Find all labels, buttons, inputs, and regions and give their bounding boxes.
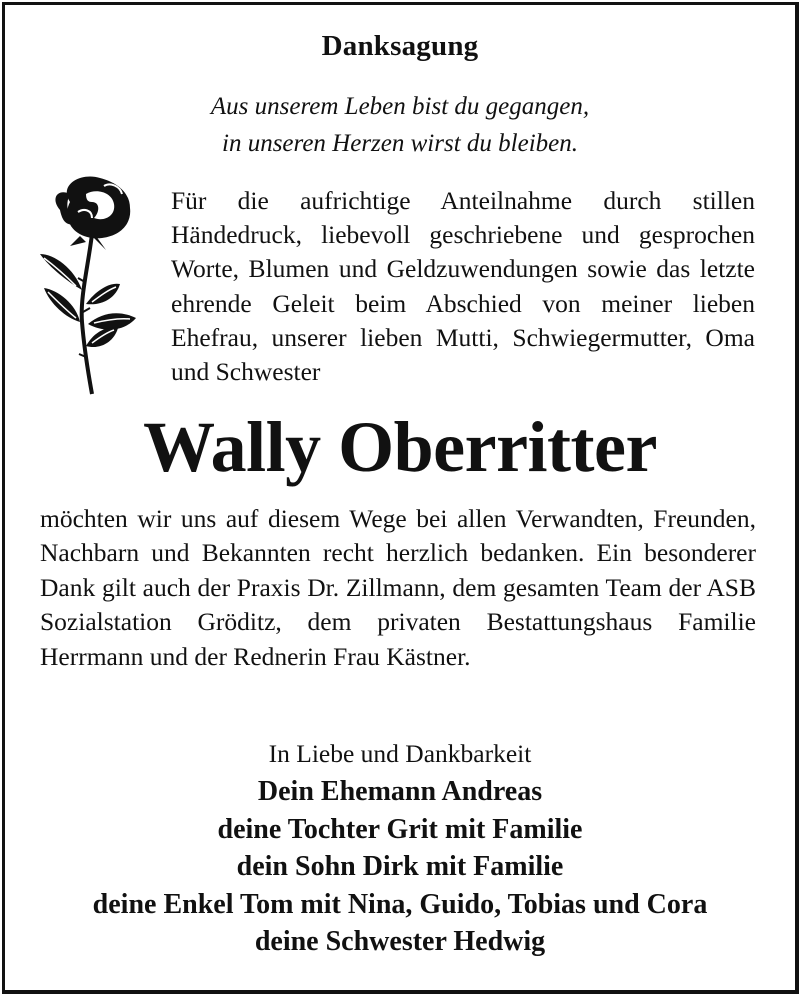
verse-line: Aus unserem Leben bist du gegangen, [210, 93, 590, 120]
signer: deine Schwester Hedwig [254, 926, 546, 957]
signer: Dein Ehemann Andreas [257, 776, 543, 807]
memorial-verse [0, 88, 800, 162]
rose-icon [30, 172, 142, 397]
thanks-body-text: möchten wir uns auf diesem Wege bei allen Verwandten, Freunden, Nachbarn und Bekannten recht herzlich bedanken. Ein besonderer Dank gilt auch der Praxis Dr. Zillmann, dem gesamten Team der ASB Sozialstation Gröditz, dem privaten Bestattungshaus Familie Herrmann und der Rednerin Frau Kästner. [40, 504, 756, 671]
signer: deine Tochter Grit mit Familie [217, 813, 583, 845]
closing-line: In Liebe und Dankbarkeit [268, 739, 532, 768]
signer: deine Enkel Tom mit Nina, Guido, Tobias und Cora [92, 888, 708, 920]
verse-line: in unseren Herzen wirst du bleiben. [222, 130, 578, 157]
notice-title: Danksagung [321, 30, 479, 62]
signer: dein Sohn Dirk mit Familie [236, 851, 564, 882]
thanks-intro-text: Für die aufrichtige Anteilnahme durch stillen Händedruck, liebevoll geschriebene und gesprochen Worte, Blumen und Geldzuwendungen sowie das letzte ehrende Geleit beim Abschied von meiner lieben Ehefrau, unserer lieben Mutti, Schwiegermutter, Oma und Schwester [171, 186, 755, 387]
deceased-name: Wally Oberritter [143, 407, 657, 487]
signers-list [0, 773, 800, 961]
